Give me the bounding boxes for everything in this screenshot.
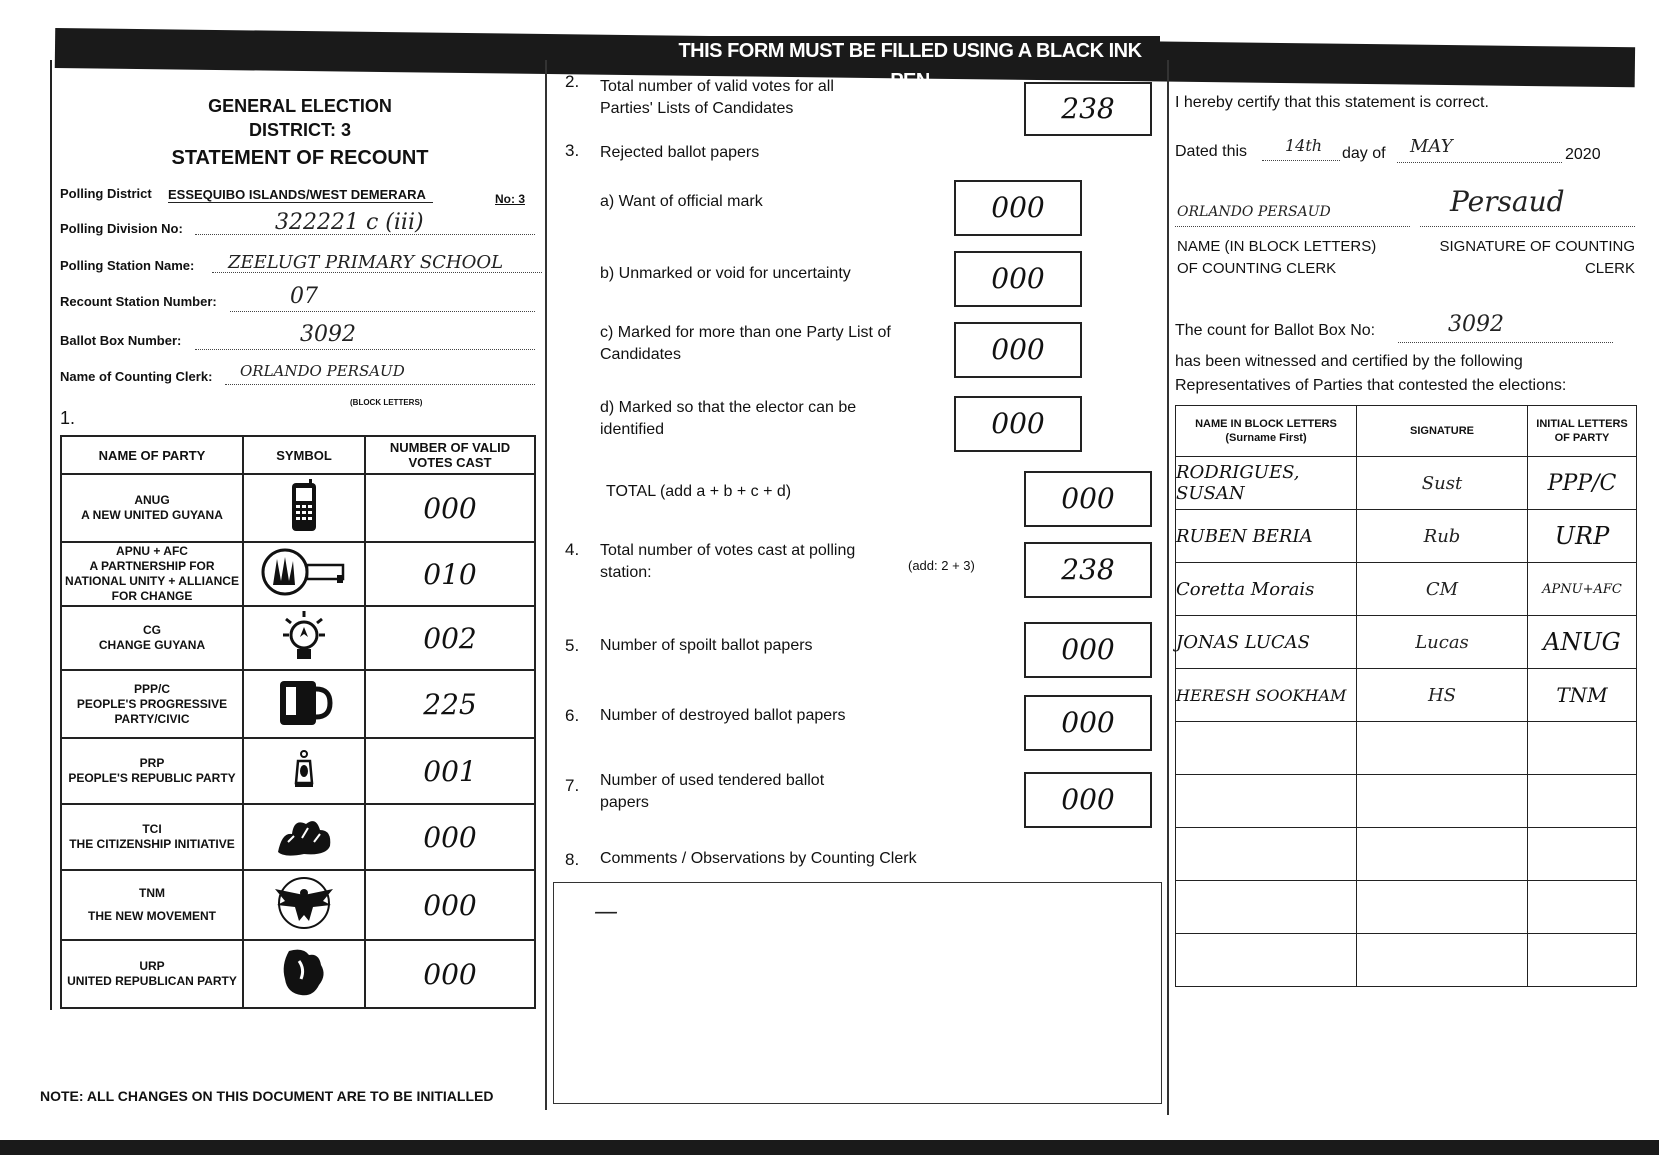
ballot-box-label: Ballot Box Number: bbox=[60, 333, 182, 348]
q7-text: Number of used tendered ballot papers bbox=[600, 772, 825, 811]
rep-signature bbox=[1357, 722, 1528, 775]
party-abbr: ANUG bbox=[134, 493, 170, 507]
q8-number: 8. bbox=[565, 850, 580, 869]
q6-text: Number of destroyed ballot papers bbox=[600, 707, 846, 724]
table-row bbox=[1176, 510, 1637, 563]
dated-month: MAY bbox=[1410, 136, 1453, 157]
rep-name bbox=[1176, 881, 1357, 934]
page-title: STATEMENT OF RECOUNT bbox=[171, 147, 429, 169]
party-results-table bbox=[60, 435, 536, 1009]
cup-icon bbox=[274, 675, 334, 729]
party-abbr: URP bbox=[139, 959, 165, 973]
comments-box bbox=[553, 882, 1162, 1104]
block-letters-text: (BLOCK LETTERS) bbox=[350, 398, 423, 407]
table-row bbox=[1176, 775, 1637, 828]
party-name: A PARTNERSHIP FOR NATIONAL UNITY + ALLIANCE FOR CHANGE bbox=[65, 559, 239, 603]
q4-text: Total number of votes cast at polling station: bbox=[600, 542, 856, 581]
party-name-cell bbox=[61, 804, 243, 870]
votes-cell: 000 bbox=[365, 804, 535, 870]
party-name: PEOPLE'S REPUBLIC PARTY bbox=[68, 771, 236, 785]
table-row bbox=[1176, 934, 1637, 987]
table-row bbox=[1176, 722, 1637, 775]
recount-station-line bbox=[230, 289, 535, 312]
rep-party: TNM bbox=[1528, 669, 1637, 722]
certify-text: I hereby certify that this statement is correct. bbox=[1175, 94, 1489, 111]
column-divider bbox=[545, 60, 547, 1110]
polling-district-label: Polling District bbox=[60, 186, 152, 201]
votes-cell: 010 bbox=[365, 542, 535, 606]
col-header-symbol: SYMBOL bbox=[243, 436, 365, 474]
block-letters-note bbox=[350, 398, 422, 407]
party-name-cell bbox=[61, 606, 243, 670]
q3c-text: c) Marked for more than one Party List of Candidates bbox=[600, 324, 891, 363]
table-row bbox=[61, 670, 535, 738]
rep-name bbox=[1176, 722, 1357, 775]
col-header-party: NAME OF PARTY bbox=[61, 436, 243, 474]
rep-signature: CM bbox=[1357, 563, 1528, 616]
district-no: No: 3 bbox=[495, 192, 525, 206]
table-row bbox=[1176, 457, 1637, 510]
polling-station-label: Polling Station Name: bbox=[60, 258, 195, 273]
party-name-cell bbox=[61, 474, 243, 542]
rep-party: PPP/C bbox=[1528, 457, 1637, 510]
party-name-cell bbox=[61, 940, 243, 1008]
rep-party bbox=[1528, 828, 1637, 881]
q5-number: 5. bbox=[565, 636, 580, 655]
dated-year: 2020 bbox=[1565, 146, 1601, 163]
bush-icon bbox=[274, 812, 334, 858]
q3d-text: d) Marked so that the elector can be identified bbox=[600, 399, 857, 438]
rep-name bbox=[1176, 828, 1357, 881]
q3-number: 3. bbox=[565, 141, 580, 160]
bottom-bar bbox=[0, 1140, 1659, 1155]
eagle-icon bbox=[269, 875, 339, 931]
q2-text: Total number of valid votes for all Parties' Lists of Candidates bbox=[600, 78, 834, 117]
heading-line-1: GENERAL ELECTION bbox=[208, 96, 392, 116]
party-abbr: CG bbox=[143, 623, 161, 637]
comments-value: — bbox=[594, 897, 618, 925]
table-row bbox=[1176, 828, 1637, 881]
representatives-table bbox=[1175, 405, 1637, 987]
q7-number: 7. bbox=[565, 776, 580, 795]
q8-text: Comments / Observations by Counting Clerk bbox=[600, 850, 917, 867]
q6-value: 000 bbox=[1024, 695, 1152, 751]
votes-cell: 000 bbox=[365, 870, 535, 940]
rep-party bbox=[1528, 934, 1637, 987]
q6-number: 6. bbox=[565, 706, 580, 725]
polling-district-value: ESSEQUIBO ISLANDS/WEST DEMERARA bbox=[168, 187, 433, 203]
q3c-value: 000 bbox=[954, 322, 1082, 378]
rep-name: Coretta Morais bbox=[1176, 563, 1357, 616]
table-row bbox=[1176, 563, 1637, 616]
rep-signature: Sust bbox=[1357, 457, 1528, 510]
clerk-signature: Persaud bbox=[1450, 185, 1565, 218]
table-row bbox=[61, 738, 535, 804]
rep-party bbox=[1528, 775, 1637, 828]
section-1-number: 1. bbox=[60, 408, 76, 428]
rep-name: JONAS LUCAS bbox=[1176, 616, 1357, 669]
party-symbol-cell bbox=[243, 542, 365, 606]
table-header-row bbox=[61, 436, 535, 474]
party-abbr: TCI bbox=[142, 822, 162, 836]
rep-name bbox=[1176, 775, 1357, 828]
recount-station-value: 07 bbox=[290, 284, 318, 309]
mobile-phone-icon bbox=[289, 479, 319, 533]
q3b-text: b) Unmarked or void for uncertainty bbox=[600, 265, 851, 282]
clerk-name-line bbox=[1175, 210, 1410, 227]
party-symbol-cell bbox=[243, 474, 365, 542]
lantern-icon bbox=[292, 749, 316, 789]
rep-name: HERESH SOOKHAM bbox=[1176, 669, 1357, 722]
dated-day: 14th bbox=[1285, 136, 1323, 155]
q5-value: 000 bbox=[1024, 622, 1152, 678]
col-header-signature: SIGNATURE bbox=[1357, 406, 1528, 457]
party-abbr: PRP bbox=[139, 756, 165, 770]
q5-text: Number of spoilt ballot papers bbox=[600, 637, 813, 654]
clerk-name-label: NAME (IN BLOCK LETTERS) OF COUNTING CLERK bbox=[1177, 238, 1377, 277]
party-name-cell bbox=[61, 542, 243, 606]
col-header-votes: NUMBER OF VALID VOTES CAST bbox=[365, 436, 535, 474]
party-name: PEOPLE'S PROGRESSIVE PARTY/CIVIC bbox=[76, 696, 228, 726]
dated-prefix: Dated this bbox=[1175, 143, 1248, 160]
q4-number: 4. bbox=[565, 540, 580, 559]
q3d-value: 000 bbox=[954, 396, 1082, 452]
count-value: 3092 bbox=[1448, 312, 1504, 337]
rep-name bbox=[1176, 934, 1357, 987]
count-line bbox=[1398, 320, 1613, 343]
q3a-value: 000 bbox=[954, 180, 1082, 236]
clerk-name: ORLANDO PERSAUD bbox=[1177, 204, 1331, 220]
party-symbol-cell bbox=[243, 606, 365, 670]
rep-party bbox=[1528, 722, 1637, 775]
party-abbr: APNU + AFC bbox=[116, 544, 188, 558]
day-of-label: day of bbox=[1342, 145, 1386, 162]
rep-signature bbox=[1357, 828, 1528, 881]
footer-note: NOTE: ALL CHANGES ON THIS DOCUMENT ARE TO BE INITIALLED bbox=[40, 1088, 494, 1104]
party-name: CHANGE GUYANA bbox=[98, 638, 206, 652]
party-name-cell bbox=[61, 870, 243, 940]
total-text: TOTAL (add a + b + c + d) bbox=[606, 483, 792, 500]
q4-value: 238 bbox=[1024, 542, 1152, 598]
clerk-signature-label: SIGNATURE OF COUNTING CLERK bbox=[1439, 238, 1635, 277]
rep-party: ANUG bbox=[1528, 616, 1637, 669]
table-row bbox=[61, 804, 535, 870]
rep-signature bbox=[1357, 881, 1528, 934]
ballot-box-value: 3092 bbox=[300, 322, 356, 347]
party-name: THE CITIZENSHIP INITIATIVE bbox=[69, 837, 235, 851]
q7-value: 000 bbox=[1024, 772, 1152, 828]
witness-text: has been witnessed and certified by the following Representatives of Parties that contested the elections: bbox=[1175, 353, 1567, 394]
table-row bbox=[1176, 669, 1637, 722]
rep-party: URP bbox=[1528, 510, 1637, 563]
rep-name: RUBEN BERIA bbox=[1176, 510, 1357, 563]
light-bulb-icon bbox=[281, 609, 327, 663]
polling-station-value: ZEELUGT PRIMARY SCHOOL bbox=[228, 252, 504, 273]
map-icon bbox=[279, 945, 329, 999]
q3a-text: a) Want of official mark bbox=[600, 193, 763, 210]
party-name: UNITED REPUBLICAN PARTY bbox=[67, 974, 237, 988]
col-header-name: NAME IN BLOCK LETTERS (Surname First) bbox=[1176, 406, 1357, 457]
votes-cell: 002 bbox=[365, 606, 535, 670]
table-row bbox=[1176, 616, 1637, 669]
rep-name: RODRIGUES, SUSAN bbox=[1176, 457, 1357, 510]
column-divider bbox=[1167, 60, 1169, 1115]
party-name: THE NEW MOVEMENT bbox=[88, 909, 216, 923]
total-value: 000 bbox=[1024, 471, 1152, 527]
left-frame-line bbox=[50, 60, 52, 1010]
party-name-cell bbox=[61, 738, 243, 804]
count-label: The count for Ballot Box No: bbox=[1175, 322, 1376, 339]
q2-value: 238 bbox=[1024, 82, 1152, 136]
votes-cell: 225 bbox=[365, 670, 535, 738]
party-symbol-cell bbox=[243, 738, 365, 804]
table-row bbox=[61, 870, 535, 940]
table-header-row bbox=[1176, 406, 1637, 457]
table-row bbox=[61, 474, 535, 542]
rep-party bbox=[1528, 881, 1637, 934]
rep-signature: Lucas bbox=[1357, 616, 1528, 669]
votes-cell: 000 bbox=[365, 940, 535, 1008]
rep-signature: Rub bbox=[1357, 510, 1528, 563]
party-abbr: TNM bbox=[139, 886, 165, 900]
party-symbol-cell bbox=[243, 940, 365, 1008]
col-header-party: INITIAL LETTERS OF PARTY bbox=[1528, 406, 1637, 457]
counting-clerk-value: ORLANDO PERSAUD bbox=[240, 362, 405, 380]
party-symbol-cell bbox=[243, 670, 365, 738]
rep-party: APNU+AFC bbox=[1528, 563, 1637, 616]
recount-station-label: Recount Station Number: bbox=[60, 294, 217, 309]
polling-division-value: 322221 c (iii) bbox=[275, 210, 424, 235]
q3b-value: 000 bbox=[954, 251, 1082, 307]
votes-cell: 001 bbox=[365, 738, 535, 804]
polling-division-label: Polling Division No: bbox=[60, 221, 183, 236]
party-name: A NEW UNITED GUYANA bbox=[81, 508, 223, 522]
banner-title: THIS FORM MUST BE FILLED USING A BLACK INK PEN bbox=[660, 36, 1160, 66]
votes-cell: 000 bbox=[365, 474, 535, 542]
counting-clerk-label: Name of Counting Clerk: bbox=[60, 369, 213, 384]
party-name-cell bbox=[61, 670, 243, 738]
party-abbr: PPP/C bbox=[133, 681, 170, 696]
q2-number: 2. bbox=[565, 72, 580, 91]
table-row bbox=[61, 940, 535, 1008]
rep-signature bbox=[1357, 775, 1528, 828]
rep-signature bbox=[1357, 934, 1528, 987]
rep-signature: HS bbox=[1357, 669, 1528, 722]
table-row bbox=[61, 606, 535, 670]
heading-line-2: DISTRICT: 3 bbox=[248, 120, 351, 140]
q4-add-note: (add: 2 + 3) bbox=[908, 558, 975, 573]
ballot-box-line bbox=[195, 327, 535, 350]
party-symbol-cell bbox=[243, 804, 365, 870]
table-row bbox=[1176, 881, 1637, 934]
q3-text: Rejected ballot papers bbox=[600, 144, 760, 161]
party-symbol-cell bbox=[243, 870, 365, 940]
hand-key-icon bbox=[259, 545, 349, 599]
table-row bbox=[61, 542, 535, 606]
